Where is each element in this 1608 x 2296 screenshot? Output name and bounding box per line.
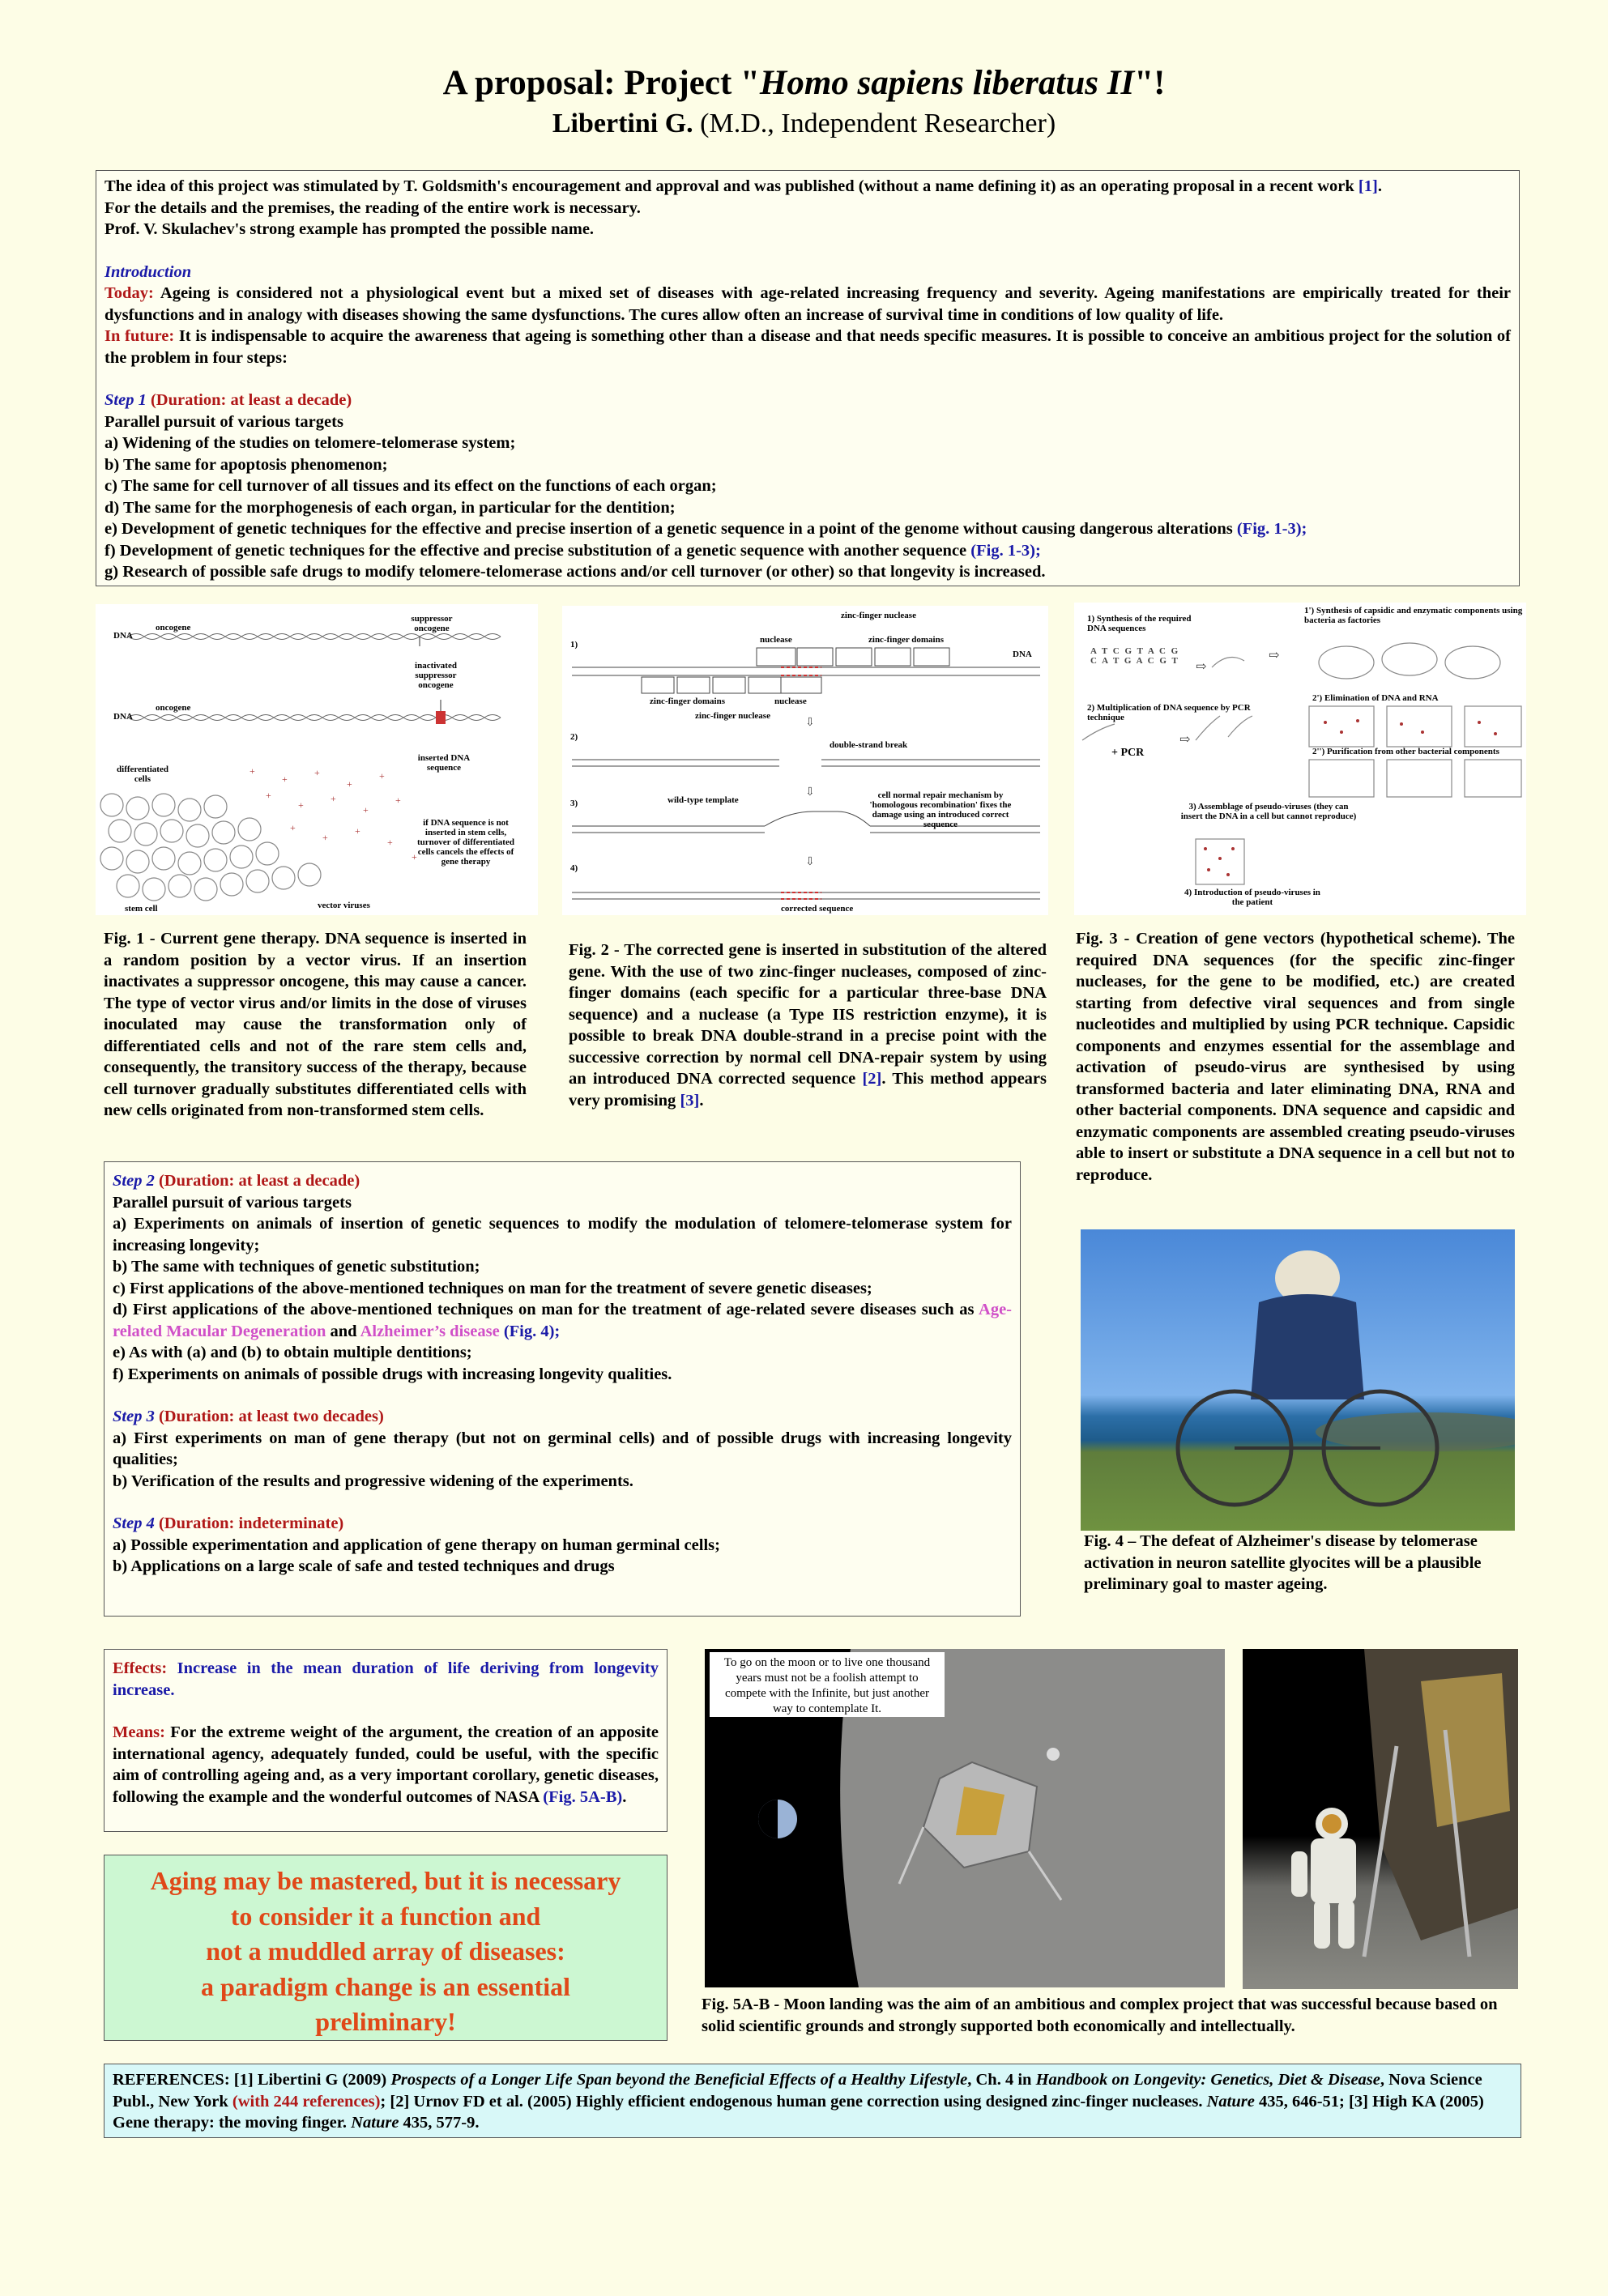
fig3-label-s3: 3) Assemblage of pseudo-viruses (they can insert the DNA in a cell but cannot reproduce): [1180, 802, 1357, 821]
conclusion-line: a paradigm change is an essential: [200, 1971, 571, 2001]
fig3-label-s1p: 1') Synthesis of capsidic and enzymatic components using bacteria as factories: [1304, 606, 1523, 625]
conclusion-line: Aging may be mastered, but it is necessary: [150, 1866, 621, 1895]
fig3-label-pcr: + PCR: [1111, 747, 1145, 759]
svg-text:⇨: ⇨: [1196, 660, 1207, 674]
fig2-label-zfd2: zinc-finger domains: [650, 696, 725, 706]
fig1-label-inserted: inserted DNA sequence: [417, 753, 471, 773]
svg-text:+: +: [363, 804, 369, 816]
fig4-scene: [1081, 1229, 1515, 1531]
fig3-label-s2p: 2') Elimination of DNA and RNA: [1312, 693, 1439, 703]
fig1-label-differentiated: differentiated cells: [117, 765, 168, 784]
svg-text:+: +: [347, 778, 352, 790]
fig4-caption: Fig. 4 – The defeat of Alzheimer's disease by telomerase activation in neuron satellite glyocites will be a plausible preliminary goal to master ageing.: [1084, 1532, 1482, 1593]
svg-text:+: +: [412, 851, 417, 863]
author-line: Libertini G. (M.D., Independent Researcher): [552, 109, 1056, 138]
fig2-label-n3: 3): [570, 799, 578, 808]
intro-box: The idea of this project was stimulated by T. Goldsmith's encouragement and approval and was published (without a name defining it) as an operating proposal in a recent work [1]. For the details and the premises, the reading of the entire work is necessary. Prof. V. Skulachev's strong example has prompted the possible name. Introduction Today: Ageing is considered not a physiological event but a mixed set of diseases with age-related increasing frequency and severity. Ageing manifestations are empirically treated for their dysfunctions and in analogy with diseases showing the same dysfunctions. The cures allow often an increase of survival time in conditions of low quality of life. In future: It is indispensable to acquire the awareness that ageing is something other than a disease and that needs specific measures. It is possible to conceive an ambitious project for the solution of the problem in four steps: Step 1 (Duration: at least a decade) Parallel pursuit of various targets a) Widening of the studies on telomere-telomerase system; b) The same for apoptosis phenomenon; c) The same for cell turnover of all tissues and its effect on the functions of each organ; d) The same for the morphogenesis of each organ, in particular for the dentition; e) Development of genetic techniques for the effective and precise insertion of a genetic sequence in a point of the genome without causing dangerous alterations (Fig. 1-3); f) Development of genetic techniques for the effective and precise substitution of a genetic sequence with another sequence (Fig. 1-3); g) Research of possible safe drugs to modify telomere-telomerase actions and/or cell turnover (or other) so that longevity is increased.: [96, 170, 1520, 586]
fig1-label-suppressor: suppressor oncogene: [411, 614, 453, 633]
fig3-label-s2pp: 2'') Purification from other bacterial components: [1312, 747, 1499, 756]
fig3-label-letters: A T C G T A C G C A T G A C G T: [1090, 646, 1180, 666]
fig3-label-s4: 4) Introduction of pseudo-viruses in the patient: [1184, 888, 1320, 907]
svg-text:+: +: [282, 773, 288, 785]
fig5b-photo: [1243, 1649, 1518, 1989]
fig1-label-inactivated: inactivated suppressor oncogene: [415, 661, 457, 690]
fig2-svg: [562, 606, 1048, 915]
svg-text:+: +: [250, 765, 255, 777]
conclusion-line: preliminary!: [315, 2007, 456, 2036]
svg-text:+: +: [290, 822, 296, 833]
fig2-diagram: [562, 606, 1048, 915]
svg-text:+: +: [314, 767, 320, 778]
svg-text:⇨: ⇨: [1269, 649, 1280, 662]
effects-box: Effects: Increase in the mean duration of life deriving from longevity increase. Means: For the extreme weight of the argument, the creation of an apposite international agency, adequately funded, could be useful, with the specific aim of controlling ageing and, as a very important corollary, genetic diseases, following the example and the wonderful outcomes of NASA (Fig. 5A-B).: [104, 1649, 668, 1832]
svg-text:+: +: [379, 770, 385, 782]
fig2-label-n1: 1): [570, 640, 578, 650]
svg-text:+: +: [331, 793, 336, 804]
fig5a-photo: [705, 1649, 1225, 1987]
fig2-label-nuclease2: nuclease: [774, 696, 807, 706]
fig2-label-zfn2: zinc-finger nuclease: [695, 711, 770, 721]
fig5-quote-box: [710, 1652, 945, 1717]
svg-text:+: +: [266, 790, 271, 801]
svg-text:⇩: ⇩: [805, 717, 815, 729]
fig2-label-repair: cell normal repair mechanism by 'homologous recombination' fixes the damage using an introduced correct sequence: [869, 790, 1012, 829]
references-box: REFERENCES: [1] Libertini G (2009) Prospects of a Longer Life Span beyond the Beneficial Effects of a Healthy Lifestyle, Ch. 4 in Handbook on Longevity: Genetics, Diet & Disease, Nova Science Publ., New York (with 244 references); [2] Urnov FD et al. (2005) Highly efficient endogenous human gene correction using designed zinc-finger nucleases. Nature 435, 646-51; [3] High KA (2005) Gene therapy: the moving finger. Nature 435, 577-9.: [104, 2064, 1521, 2138]
svg-text:+: +: [322, 832, 328, 843]
fig1-label-oncogene2: oncogene: [156, 703, 191, 713]
svg-text:+: +: [355, 825, 360, 837]
fig3-caption: Fig. 3 - Creation of gene vectors (hypothetical scheme). The required DNA sequences (for the specific zinc-finger nucleases, for the gene to be modified, etc.) are created starting from defective viral sequences and from single nucleotides and multiplied by using PCR technique. Capsidic components and enzymes essential for the assemblage and activation of pseudo-virus are synthesised by using transformed bacteria and later eliminating DNA, RNA and other bacterial components. DNA sequence and capsidic and enzymatic components are assembled creating pseudo-viruses able to insert or substitute a DNA sequence in a cell but not to reproduce.: [1076, 930, 1516, 1184]
svg-text:⇨: ⇨: [1179, 733, 1191, 747]
fig2-label-dna: DNA: [1013, 650, 1032, 659]
svg-text:+: +: [395, 794, 401, 806]
fig2-label-n2: 2): [570, 732, 578, 742]
fig5-caption: Fig. 5A-B - Moon landing was the aim of an ambitious and complex project that was successful because based on solid scientific grounds and strongly supported both economically and intellectually.: [702, 1996, 1498, 2035]
fig3-diagram: [1074, 603, 1526, 915]
intro-heading: Introduction: [104, 262, 192, 281]
fig1-label-oncogene1: oncogene: [156, 623, 191, 633]
fig1-label-stem: stem cell: [125, 904, 158, 914]
svg-text:+: +: [298, 799, 304, 811]
svg-text:⇩: ⇩: [805, 856, 815, 868]
fig1-label-dna1: DNA: [113, 631, 133, 641]
fig5-quote: To go on the moon or to live one thousand years must not be a foolish attempt to compete with the Infinite, but just another way to contemplate It.: [723, 1656, 931, 1715]
fig3-label-s2: 2) Multiplication of DNA sequence by PCR technique: [1087, 703, 1251, 722]
conclusion-line: not a muddled array of diseases:: [206, 1936, 565, 1966]
fig2-label-zfd1: zinc-finger domains: [868, 635, 944, 645]
fig1-diagram: [96, 604, 538, 915]
svg-text:+: +: [387, 837, 393, 848]
fig2-caption: Fig. 2 - The corrected gene is inserted in substitution of the altered gene. With the use of two zinc-finger nucleases, composed of zinc-finger domains (each specific for a particular three-base DNA sequence) and a nuclease (a Type IIS restriction enzyme), it is possible to break DNA double-strand in a precise point with the successive correction by normal cell DNA-repair system by using an introduced DNA corrected sequence [2]. This method appears very promising [3].: [569, 941, 1047, 1110]
fig2-label-dsb: double-strand break: [830, 740, 908, 750]
svg-text:⇩: ⇩: [805, 786, 815, 799]
fig1-caption: Fig. 1 - Current gene therapy. DNA sequence is inserted in a random position by a vector virus. If an insertion inactivates a suppressor oncogene, this may cause a cancer. The type of vector virus and/or limits in the dose of viruses inoculated may cause the transformation only of differentiated cells and not of the rare stem cells and, consequently, the transitory success of the therapy, because cell turnover gradually substitutes differentiated cells with new cells originated from non-transformed stem cells.: [104, 930, 527, 1119]
fig1-label-dna2: DNA: [113, 712, 133, 722]
fig1-label-vector: vector viruses: [318, 901, 370, 910]
fig2-label-corrected: corrected sequence: [781, 904, 854, 914]
fig1-label-note: if DNA sequence is not inserted in stem cells, turnover of differentiated cells cancels the effects of gene therapy: [417, 818, 514, 867]
conclusion-line: to consider it a function and: [230, 1901, 541, 1931]
fig5b-scene: [1243, 1649, 1518, 1989]
steps-box: Step 2 (Duration: at least a decade) Parallel pursuit of various targets a) Experiments on animals of insertion of genetic sequences to modify the modulation of telomere-telomerase system for increasing longevity; b) The same with techniques of genetic substitution; c) First applications of the above-mentioned techniques on man for the treatment of severe genetic diseases; d) First applications of the above-mentioned techniques on man for the treatment of age-related severe diseases such as Age-related Macular Degeneration and Alzheimer’s disease (Fig. 4); e) As with (a) and (b) to obtain multiple dentitions; f) Experiments on animals of possible drugs with increasing longevity qualities. Step 3 (Duration: at least two decades) a) First experiments on man of gene therapy (but not on germinal cells) and of possible drugs with increasing longevity qualities; b) Verification of the results and progressive widening of the experiments. Step 4 (Duration: indeterminate) a) Possible experimentation and application of gene therapy on human germinal cells; b) Applications on a large scale of safe and tested techniques and drugs: [104, 1161, 1021, 1617]
conclusion-box: [104, 1855, 668, 2041]
fig2-label-wt: wild-type template: [668, 795, 739, 805]
fig4-photo: [1081, 1229, 1515, 1531]
fig2-label-zfn: zinc-finger nuclease: [841, 611, 916, 620]
page-title: A proposal: Project "Homo sapiens liberatus II"!: [442, 64, 1166, 102]
fig2-label-n4: 4): [570, 863, 578, 873]
fig3-label-s1: 1) Synthesis of the required DNA sequences: [1087, 614, 1192, 633]
fig2-label-nuclease1: nuclease: [760, 635, 792, 645]
